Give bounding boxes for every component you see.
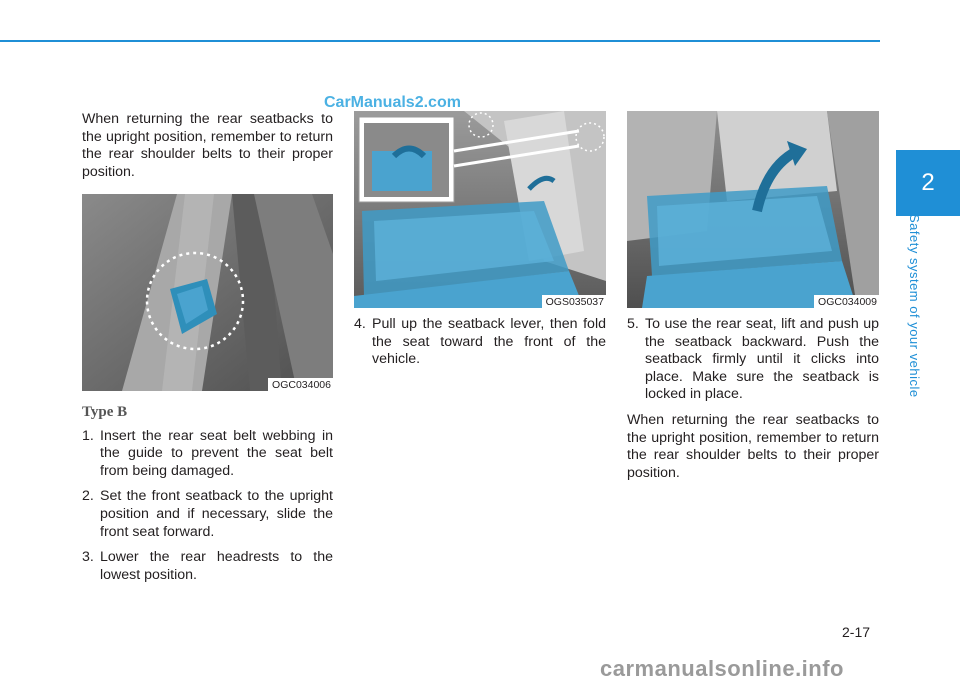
seatback-fold-photo [354,111,606,308]
chapter-title-vertical [894,210,934,410]
step-number: 2. [82,488,94,505]
step-text: To use the rear seat, lift and push up the seatback backward. Push the seatback firmly until it clicks into place. Make sure the seatback is locked in place. [645,316,879,403]
intro-paragraph: When returning the rear seatbacks to the upright position, remember to return the rear shoulder belts to their proper position. [82,111,333,180]
image-code-label: OGS035037 [542,295,606,308]
seat-belt-guide-illustration [82,194,333,391]
list-item [354,316,606,369]
step-number: 4. [354,316,366,332]
seatback-raise-photo [627,111,879,308]
step-text: Set the front seatback to the upright position and if necessary, slide the front seat forward. [100,488,333,540]
watermark-bottom[interactable]: carmanualsonline.info [600,656,844,681]
step-text: Lower the rear headrests to the lowest position. [100,549,333,583]
chapter-tab [896,150,960,216]
chapter-number: 2 [921,169,935,196]
list-item [82,488,333,541]
image-code-label: OGC034009 [814,295,879,308]
step-number: 5. [627,316,639,332]
step-number: 1. [82,427,94,444]
list-item [82,549,333,584]
type-b-heading: Type B [82,404,128,420]
image-code-label: OGC034006 [268,378,333,391]
seatback-fold-illustration [354,111,606,308]
list-item [627,316,879,404]
step-text: Pull up the seatback lever, then fold the seat toward the front of the vehicle. [372,316,606,368]
column-2 [354,316,606,377]
watermark-top[interactable]: CarManuals2.com [324,94,461,111]
outro-paragraph: When returning the rear seatbacks to the upright position, remember to return the rear shoulder belts to their proper position. [627,411,879,481]
column-1 [82,111,333,189]
page-number: 2-17 [842,624,871,640]
type-b-section [82,404,333,592]
top-rule [0,40,880,42]
list-item [82,428,333,481]
column-3 [627,316,879,490]
seatback-raise-illustration [627,111,879,308]
step-number: 3. [82,549,94,566]
chapter-title: Safety system of your vehicle [907,214,922,398]
step-text: Insert the rear seat belt webbing in the guide to prevent the seat belt from being damaged. [100,427,333,479]
seat-belt-guide-photo [82,194,333,391]
